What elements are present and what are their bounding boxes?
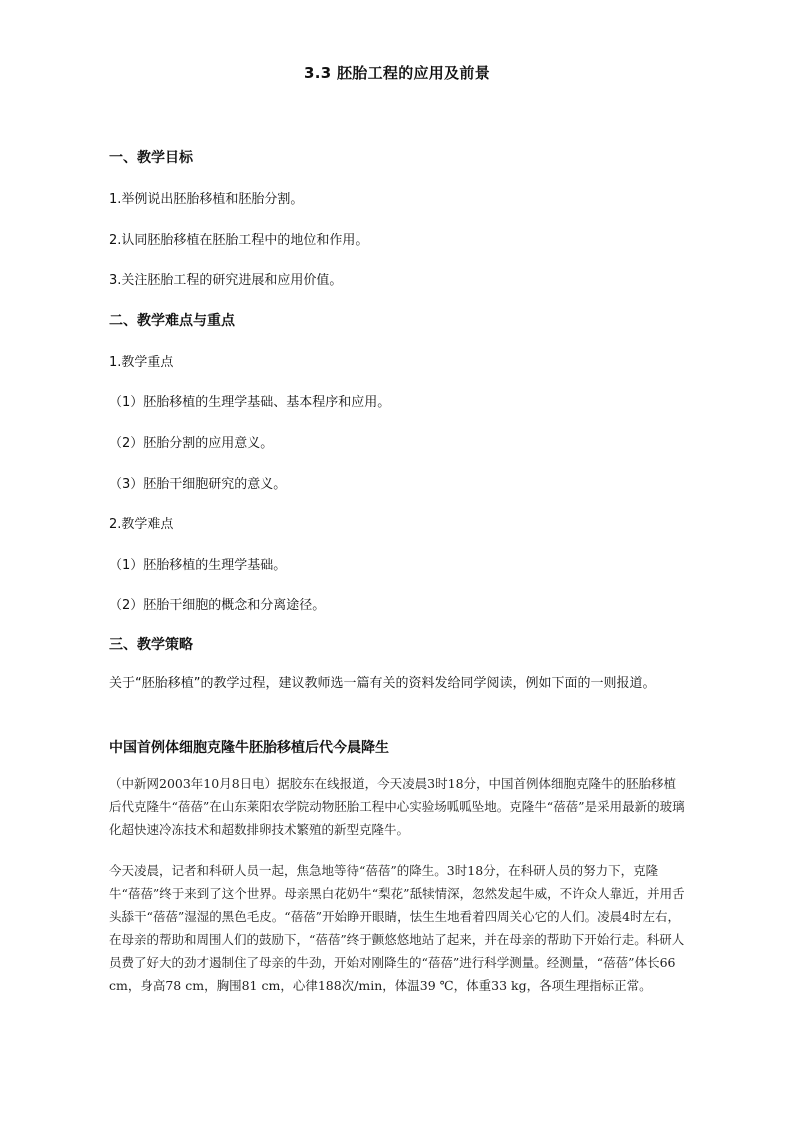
key-point-item: （1）胚胎移植的生理学基础、基本程序和应用。: [109, 395, 391, 410]
key-point-item: （2）胚胎分割的应用意义。: [109, 436, 274, 451]
news-paragraph: 今天凌晨，记者和科研人员一起，焦急地等待“蓓蓓”的降生。3时18分，在科研人员的努力下，克隆牛“蓓蓓”终于来到了这个世界。母亲黑白花奶牛“梨花”舐犊情深，忽然发起牛威，不许众人靠近，并用舌头舔干“蓓蓓”湿湿的黑色毛皮。“蓓蓓”开始睁开眼睛，怯生生地看着四周关心它的人们。凌晨4时左右，在母亲的帮助和周围人们的鼓励下，“蓓蓓”终于颤悠悠地站了起来，并在母亲的帮助下开始行走。科研人员费了好大的劲才遏制住了母亲的牛劲，开始对刚降生的“蓓蓓”进行科学测量。经测量，“蓓蓓”体长66 cm，身高78 cm，胸围81 cm，心律188次/min，体温39 ℃，体重33 kg，各项生理指标正常。: [109, 863, 685, 993]
news-title: 中国首例体细胞克隆牛胚胎移植后代今晨降生: [109, 740, 389, 756]
goal-item: 2.认同胚胎移植在胚胎工程中的地位和作用。: [109, 233, 369, 248]
page-title: 3.3 胚胎工程的应用及前景: [304, 64, 490, 82]
strategy-paragraph: 关于“胚胎移植”的教学过程，建议教师选一篇有关的资料发给同学阅读，例如下面的一则报道。: [109, 676, 656, 691]
subheading-key-points: 1.教学重点: [109, 355, 174, 370]
section-heading-focus: 二、教学难点与重点: [109, 313, 235, 329]
difficulty-item: （1）胚胎移植的生理学基础。: [109, 558, 287, 573]
difficulty-item: （2）胚胎干细胞的概念和分离途径。: [109, 598, 326, 613]
key-point-item: （3）胚胎干细胞研究的意义。: [109, 477, 287, 492]
news-paragraph: （中新网2003年10月8日电）据胶东在线报道，今天凌晨3时18分，中国首例体细胞克隆牛的胚胎移植后代克隆牛“蓓蓓”在山东莱阳农学院动物胚胎工程中心实验场呱呱坠地。克隆牛“蓓蓓”是采用最新的玻璃化超快速冷冻技术和超数排卵技术繁殖的新型克隆牛。: [109, 776, 685, 837]
goal-item: 3.关注胚胎工程的研究进展和应用价值。: [109, 273, 343, 288]
goal-item: 1.举例说出胚胎移植和胚胎分割。: [109, 192, 304, 207]
subheading-difficulties: 2.教学难点: [109, 517, 174, 532]
section-heading-strategy: 三、教学策略: [109, 637, 193, 653]
section-heading-goals: 一、教学目标: [109, 150, 193, 166]
